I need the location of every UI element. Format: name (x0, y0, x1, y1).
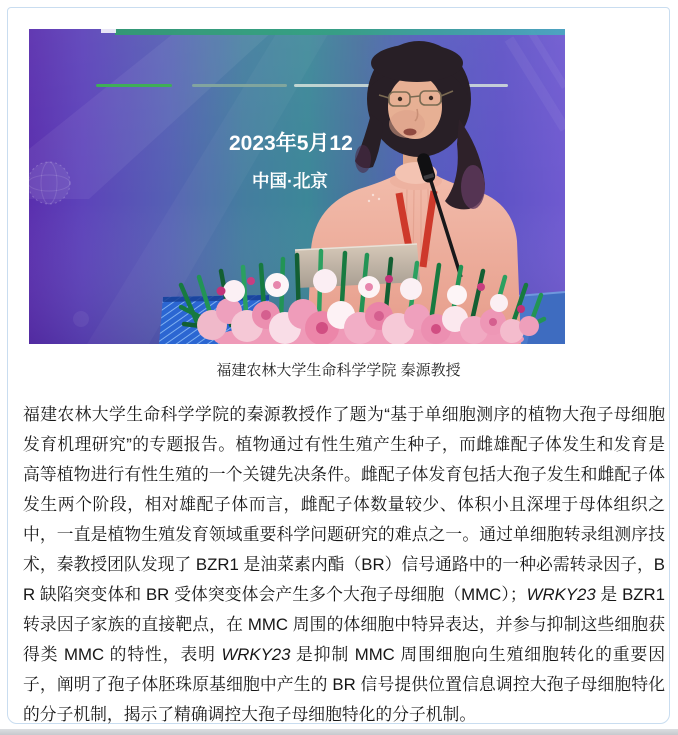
page-bottom-edge (0, 729, 678, 735)
photo-caption: 福建农林大学生命科学学院 秦源教授 (216, 362, 461, 379)
content-card (7, 7, 670, 724)
slide-top-bar (115, 29, 565, 35)
article-paragraph: 福建农林大学生命科学学院的秦源教授作了题为“基于单细胞测序的植物大孢子母细胞发育机理研究”的专题报告。植物通过有性生殖产生种子，而雌雄配子体发生和发育是高等植物进行有性生殖的一个关键先决条件。雌配子体发育包括大孢子发生和雌配子体发生两个阶段，相对雄配子体而言，雌配子体数量较少、体积小且深埋于母体组织之中，一直是植物生殖发育领域重要科学问题研究的难点之一。通过单细胞转录组测序技术，秦教授团队发现了 BZR1 是油菜素内酯（BR）信号通路中的一种必需转录因子，BR 缺陷突变体和 BR 受体突变体会产生多个大孢子母细胞（MMC）；WRKY23 是 BZR1 转录因子家族的直接靶点，在 MMC 周围的体细胞中特异表达，并参与抑制这些细胞获得类 MMC 的特性，表明 WRKY23 是抑制 MMC 周围细胞向生殖细胞转化的重要因子，阐明了孢子体胚珠原基细胞中产生的 BR 信号提供位置信息调控大孢子母细胞特化的分子机制，揭示了精确调控大孢子母细胞特化的分子机制。 (23, 405, 665, 724)
slide-location-text: 中国·北京 (252, 171, 328, 191)
speaker-photo (29, 29, 565, 344)
slide-date-text: 2023年5月12 (229, 132, 353, 155)
